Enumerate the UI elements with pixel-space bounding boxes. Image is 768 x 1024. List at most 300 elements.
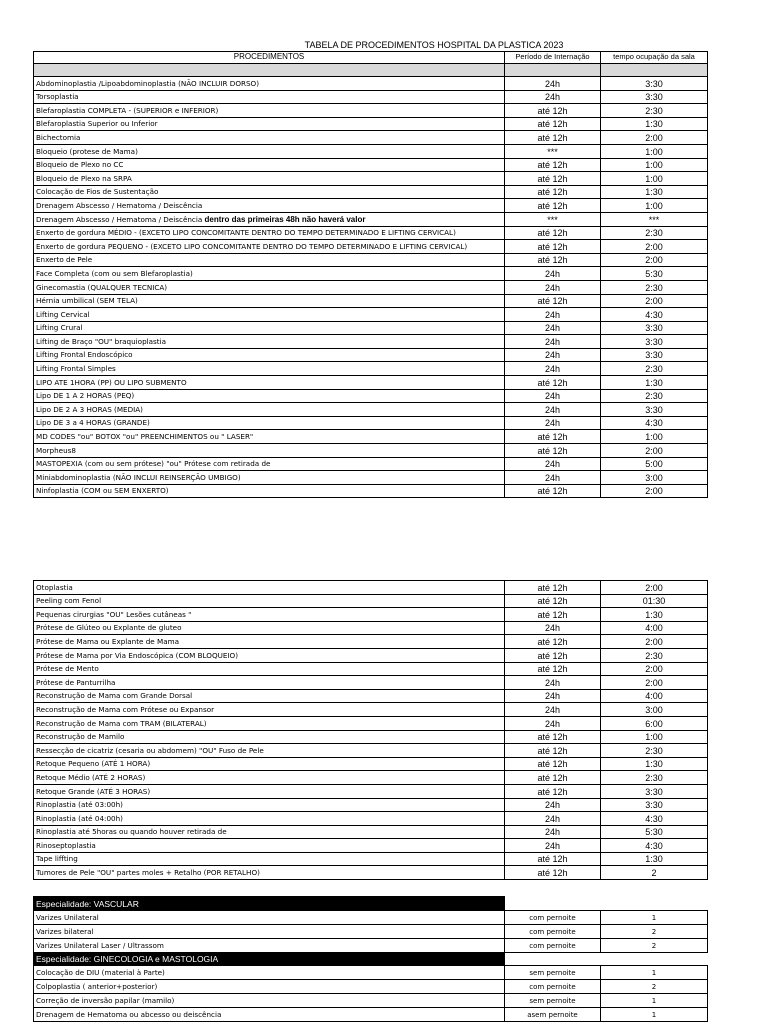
procedures-table-1: [33, 51, 708, 498]
procedure-name-text: Reconstrução de Mama com Prótese ou Expansor: [36, 704, 215, 714]
table-row: [34, 172, 708, 186]
table-row: [34, 158, 708, 172]
period-cell: 24h: [505, 77, 601, 91]
room-time-cell: 3:00: [601, 703, 708, 717]
period-cell: até 12h: [505, 185, 601, 199]
room-time-cell: 3:30: [601, 348, 708, 362]
room-time-cell: 1: [601, 910, 708, 924]
procedure-name: [34, 980, 505, 994]
procedure-name-text: Prótese de Mama por Via Endoscópica (COM BLOQUEIO): [36, 650, 238, 660]
period-cell: 24h: [505, 308, 601, 322]
procedure-name: [34, 335, 505, 349]
procedure-name: [34, 199, 505, 213]
procedure-name-text: Lifting de Braço "OU" braquioplastia: [36, 336, 166, 346]
period-cell: até 12h: [505, 635, 601, 649]
period-cell: até 12h: [505, 240, 601, 254]
procedure-name-text: Ginecomastia (QUALQUER TECNICA): [36, 282, 168, 292]
table-row: [34, 966, 708, 980]
procedure-name: [34, 294, 505, 308]
room-time-cell: 01:30: [601, 594, 708, 608]
room-time-cell: 5:30: [601, 825, 708, 839]
procedure-name: [34, 457, 505, 471]
room-time-cell: 2:00: [601, 581, 708, 595]
table-row: [34, 77, 708, 91]
room-time-cell: 1: [601, 966, 708, 980]
room-time-cell: 5:30: [601, 267, 708, 281]
procedure-name-text: MD CODES "ou" BOTOX "ou" PREENCHIMENTOS ou " LASER": [36, 432, 254, 442]
room-time-cell: 3:30: [601, 321, 708, 335]
procedure-name-text: Hérnia umbilical (SEM TELA): [36, 296, 138, 306]
room-time-cell: 2:30: [601, 362, 708, 376]
table-row: [34, 131, 708, 145]
procedure-name: [34, 784, 505, 798]
procedure-name-text: Reconstrução de Mama com Grande Dorsal: [36, 691, 193, 701]
procedure-name-text: Varizes bilateral: [36, 926, 94, 936]
period-cell: até 12h: [505, 484, 601, 498]
room-time-cell: 4:30: [601, 308, 708, 322]
table-row: [34, 471, 708, 485]
period-cell: até 12h: [505, 852, 601, 866]
procedure-name: [34, 924, 505, 938]
procedure-name: [34, 812, 505, 826]
procedure-name-text: Blefaroplastia COMPLETA - (SUPERIOR e INFERIOR): [36, 105, 219, 115]
procedure-name: [34, 1008, 505, 1022]
period-cell: 24h: [505, 798, 601, 812]
table-row: [34, 457, 708, 471]
procedure-name-text: Lifting Cervical: [36, 309, 90, 319]
period-cell: 24h: [505, 280, 601, 294]
period-cell: 24h: [505, 321, 601, 335]
room-time-cell: 5:00: [601, 457, 708, 471]
procedure-name-text: Peeling com Fenol: [36, 596, 102, 606]
period-cell: até 12h: [505, 444, 601, 458]
procedure-name-text: Prótese de Glúteo ou Explante de gluteo: [36, 623, 182, 633]
table-row: [34, 980, 708, 994]
specialty-header-row: [34, 952, 708, 966]
procedure-name-text: Face Completa (com ou sem Blefaroplastia): [36, 268, 193, 278]
room-time-cell: 3:30: [601, 335, 708, 349]
period-cell: 24h: [505, 621, 601, 635]
period-cell: até 12h: [505, 226, 601, 240]
room-time-cell: 2:30: [601, 280, 708, 294]
table-row: [34, 144, 708, 158]
room-time-cell: 1:00: [601, 199, 708, 213]
procedure-name: [34, 744, 505, 758]
specialties-table: [33, 896, 708, 1022]
period-cell: 24h: [505, 90, 601, 104]
room-time-cell: 2:30: [601, 226, 708, 240]
procedure-name: [34, 839, 505, 853]
table-row: [34, 362, 708, 376]
table-row: [34, 938, 708, 952]
period-cell: até 12h: [505, 131, 601, 145]
period-cell: ***: [505, 212, 601, 226]
table-row: [34, 866, 708, 880]
procedure-name-text: Bichectomia: [36, 132, 81, 142]
room-time-cell: 4:00: [601, 621, 708, 635]
procedure-name: [34, 471, 505, 485]
period-cell: até 12h: [505, 730, 601, 744]
procedure-name-text: Torsoplastia: [36, 92, 79, 102]
room-time-cell: 1:00: [601, 158, 708, 172]
table-row: [34, 321, 708, 335]
table-row: [34, 484, 708, 498]
procedure-name-text: Rinoplastia (até 04:00h): [36, 813, 123, 823]
room-time-cell: 3:30: [601, 798, 708, 812]
period-cell: até 12h: [505, 757, 601, 771]
period-cell: 24h: [505, 703, 601, 717]
room-time-cell: 4:00: [601, 689, 708, 703]
room-time-cell: 1:00: [601, 172, 708, 186]
procedure-name: [34, 676, 505, 690]
procedure-name: [34, 117, 505, 131]
table-row: [34, 226, 708, 240]
period-cell: até 12h: [505, 581, 601, 595]
room-time-cell: 2:00: [601, 676, 708, 690]
table-row: [34, 635, 708, 649]
period-cell: 24h: [505, 362, 601, 376]
period-cell: até 12h: [505, 199, 601, 213]
procedure-name: [34, 104, 505, 118]
table-row: [34, 648, 708, 662]
procedure-name: [34, 662, 505, 676]
page-title: TABELA DE PROCEDIMENTOS HOSPITAL DA PLASTICA 2023: [304, 40, 564, 50]
period-cell: até 12h: [505, 376, 601, 390]
table-row: [34, 253, 708, 267]
period-cell: até 12h: [505, 594, 601, 608]
procedure-name: [34, 376, 505, 390]
room-time-cell: 1:30: [601, 608, 708, 622]
procedure-name-text: Rinoplastia até 5horas ou quando houver retirada de: [36, 827, 227, 837]
header-procedures: PROCEDIMENTOS: [34, 52, 505, 64]
period-cell: com pernoite: [505, 980, 601, 994]
procedure-name: [34, 852, 505, 866]
procedure-name: [34, 938, 505, 952]
table-row: [34, 403, 708, 417]
period-cell: com pernoite: [505, 924, 601, 938]
procedure-name-text: LIPO ATE 1HORA (PP) OU LIPO SUBMENTO: [36, 377, 187, 387]
procedure-name-text: Varizes Unilateral Laser / Ultrassom: [36, 940, 164, 950]
table-row: [34, 348, 708, 362]
room-time-cell: 1:00: [601, 144, 708, 158]
period-cell: 24h: [505, 716, 601, 730]
room-time-cell: 2:00: [601, 444, 708, 458]
period-cell: até 12h: [505, 253, 601, 267]
procedure-name-text: Drenagem Abscesso / Hematoma / Deiscência: [36, 214, 203, 224]
procedure-name-text: Prótese de Mama ou Explante de Mama: [36, 636, 180, 646]
procedure-name: [34, 994, 505, 1008]
period-cell: até 12h: [505, 430, 601, 444]
table-row: [34, 444, 708, 458]
procedure-name: [34, 621, 505, 635]
table-row: [34, 771, 708, 785]
table-row: [34, 608, 708, 622]
procedure-name: [34, 689, 505, 703]
procedure-name-text: Enxerto de Pele: [36, 255, 93, 265]
procedure-name: [34, 240, 505, 254]
procedure-name: [34, 403, 505, 417]
header-period: Período de Internação: [505, 52, 601, 64]
period-cell: até 12h: [505, 784, 601, 798]
room-time-cell: 1:00: [601, 730, 708, 744]
room-time-cell: 2:30: [601, 389, 708, 403]
table-row: [34, 376, 708, 390]
procedure-name: [34, 77, 505, 91]
room-time-cell: 1:30: [601, 757, 708, 771]
room-time-cell: 1:00: [601, 430, 708, 444]
period-cell: até 12h: [505, 608, 601, 622]
table-row: [34, 703, 708, 717]
room-time-cell: 1: [601, 1008, 708, 1022]
procedure-name: [34, 716, 505, 730]
period-cell: até 12h: [505, 172, 601, 186]
procedure-name-text: Colocação de DIU (material à Parte): [36, 968, 165, 978]
table-row: [34, 662, 708, 676]
period-cell: asem pernoite: [505, 1008, 601, 1022]
table-row: [34, 1008, 708, 1022]
table-row: [34, 757, 708, 771]
room-time-cell: 1: [601, 994, 708, 1008]
period-cell: até 12h: [505, 294, 601, 308]
procedure-name-text: Enxerto de gordura MÉDIO - (EXCETO LIPO CONCOMITANTE DENTRO DO TEMPO DETERMINADO E LIFTING CERVICAL): [36, 228, 456, 238]
procedure-name: [34, 131, 505, 145]
period-cell: até 12h: [505, 866, 601, 880]
table-row: [34, 240, 708, 254]
procedure-name: [34, 910, 505, 924]
procedure-name: [34, 362, 505, 376]
procedure-name: [34, 444, 505, 458]
table-row: [34, 280, 708, 294]
table-row: [34, 798, 708, 812]
procedure-name-text: Colpoplastia ( anterior+posterior): [36, 982, 158, 992]
procedure-name-text: Lipo DE 2 A 3 HORAS (MEDIA): [36, 404, 143, 414]
table-row: [34, 716, 708, 730]
table-row: [34, 621, 708, 635]
room-time-cell: 2: [601, 980, 708, 994]
procedure-name: [34, 158, 505, 172]
table-header-row: [34, 52, 708, 64]
specialty-label: Especialidade: VASCULAR: [34, 897, 505, 911]
procedure-name-text: Abdominoplastia /Lipoabdominoplastia (NÃO INCLUIR DORSO): [36, 78, 260, 88]
procedure-name: [34, 172, 505, 186]
table-row: [34, 430, 708, 444]
procedure-name: [34, 185, 505, 199]
procedure-name: [34, 226, 505, 240]
room-time-cell: 3:30: [601, 403, 708, 417]
period-cell: até 12h: [505, 662, 601, 676]
procedure-name: [34, 966, 505, 980]
header-spacer-row: [34, 64, 708, 77]
procedure-name-text: Prótese de Mento: [36, 664, 99, 674]
room-time-cell: 2:00: [601, 294, 708, 308]
procedure-name: [34, 594, 505, 608]
table-row: [34, 416, 708, 430]
procedure-name-text: Ressecção de cicatriz (cesaria ou abdomem) "OU" Fuso de Pele: [36, 745, 264, 755]
table-row: [34, 389, 708, 403]
table-row: [34, 294, 708, 308]
procedure-name: [34, 484, 505, 498]
room-time-cell: 1:30: [601, 117, 708, 131]
table-row: [34, 581, 708, 595]
procedure-name: [34, 608, 505, 622]
table-row: [34, 212, 708, 226]
specialty-header-row: [34, 897, 708, 911]
procedure-name: [34, 703, 505, 717]
procedure-name: [34, 212, 505, 226]
period-cell: até 12h: [505, 771, 601, 785]
procedure-name: [34, 825, 505, 839]
room-time-cell: 4:30: [601, 416, 708, 430]
procedure-name: [34, 389, 505, 403]
procedure-name-text: Tumores de Pele "OU" partes moles + Retalho (POR RETALHO): [36, 868, 260, 878]
procedure-name: [34, 648, 505, 662]
period-cell: 24h: [505, 389, 601, 403]
table-row: [34, 852, 708, 866]
procedure-name-text: Bloqueio de Plexo na SRPA: [36, 173, 132, 183]
specialty-blank: [601, 952, 708, 966]
procedure-name-text: MASTOPEXIA (com ou sem prótese) "ou" Prótese com retirada de: [36, 459, 271, 469]
procedure-name-text: Pequenas cirurgias "OU" Lesões cutâneas ": [36, 609, 192, 619]
period-cell: 24h: [505, 416, 601, 430]
table-row: [34, 676, 708, 690]
procedure-name-text: Otoplastia: [36, 582, 73, 592]
procedure-name-text: Colocação de Fios de Sustentação: [36, 187, 159, 197]
table-row: [34, 594, 708, 608]
table-row: [34, 267, 708, 281]
procedure-name-text: Enxerto de gordura PEQUENO - (EXCETO LIPO CONCOMITANTE DENTRO DO TEMPO DETERMINADO E LIFTING CERVICAL): [36, 241, 468, 251]
period-cell: 24h: [505, 267, 601, 281]
procedure-name: [34, 253, 505, 267]
procedure-name: [34, 348, 505, 362]
procedure-name-text: Bloqueio de Plexo no CC: [36, 160, 124, 170]
table-row: [34, 689, 708, 703]
table-row: [34, 335, 708, 349]
table-row: [34, 730, 708, 744]
procedure-name-text: Lifting Frontal Endoscópico: [36, 350, 133, 360]
room-time-cell: 2:00: [601, 662, 708, 676]
period-cell: 24h: [505, 335, 601, 349]
table-row: [34, 839, 708, 853]
room-time-cell: 2:30: [601, 744, 708, 758]
procedure-name-text: Morpheus8: [36, 445, 76, 455]
room-time-cell: 2:00: [601, 635, 708, 649]
procedure-note: dentro das primeiras 48h não haverá valor: [202, 214, 366, 224]
table-row: [34, 784, 708, 798]
procedure-name: [34, 635, 505, 649]
procedure-name-text: Lipo DE 3 a 4 HORAS (GRANDE): [36, 418, 150, 428]
room-time-cell: ***: [601, 212, 708, 226]
specialty-blank: [601, 897, 708, 911]
procedures-table-2: [33, 580, 708, 880]
room-time-cell: 1:30: [601, 376, 708, 390]
room-time-cell: 1:30: [601, 852, 708, 866]
procedure-name-text: Reconstrução de Mamilo: [36, 732, 125, 742]
period-cell: com pernoite: [505, 938, 601, 952]
table-row: [34, 104, 708, 118]
period-cell: 24h: [505, 457, 601, 471]
procedure-name: [34, 581, 505, 595]
procedure-name: [34, 321, 505, 335]
room-time-cell: 3:00: [601, 471, 708, 485]
procedure-name-text: Prótese de Panturrilha: [36, 677, 116, 687]
procedure-name-text: Bloqueio (protese de Mama): [36, 146, 138, 156]
procedure-name-text: Retoque Grande (ATÉ 3 HORAS): [36, 786, 151, 796]
procedure-name: [34, 90, 505, 104]
table-row: [34, 199, 708, 213]
room-time-cell: 3:30: [601, 90, 708, 104]
period-cell: 24h: [505, 676, 601, 690]
procedure-name: [34, 757, 505, 771]
procedure-name-text: Reconstrução de Mama com TRAM (BILATERAL): [36, 718, 207, 728]
room-time-cell: 1:30: [601, 185, 708, 199]
procedure-name: [34, 430, 505, 444]
procedure-name-text: Lifting Crural: [36, 323, 83, 333]
procedure-name-text: Retoque Médio (ATÉ 2 HORAS): [36, 772, 146, 782]
specialty-blank: [505, 897, 601, 911]
room-time-cell: 2:00: [601, 484, 708, 498]
procedure-name-text: Lifting Frontal Simples: [36, 364, 116, 374]
period-cell: até 12h: [505, 648, 601, 662]
room-time-cell: 6:00: [601, 716, 708, 730]
period-cell: ***: [505, 144, 601, 158]
room-time-cell: 3:30: [601, 784, 708, 798]
room-time-cell: 4:30: [601, 839, 708, 853]
procedure-name: [34, 144, 505, 158]
procedure-name-text: Rinoseptoplastia: [36, 840, 96, 850]
procedure-name-text: Drenagem de Hematoma ou abcesso ou deiscência: [36, 1010, 222, 1020]
table-row: [34, 117, 708, 131]
procedure-name-text: Miniabdominoplastia (NÃO INCLUI REINSERÇÃO UMBIGO): [36, 472, 241, 482]
room-time-cell: 2:00: [601, 253, 708, 267]
room-time-cell: 2:30: [601, 771, 708, 785]
room-time-cell: 3:30: [601, 77, 708, 91]
table-row: [34, 924, 708, 938]
room-time-cell: 2: [601, 924, 708, 938]
period-cell: 24h: [505, 471, 601, 485]
period-cell: sem pernoite: [505, 966, 601, 980]
procedure-name: [34, 866, 505, 880]
procedure-name-text: Blefaroplastia Superior ou Inferior: [36, 119, 158, 129]
period-cell: até 12h: [505, 104, 601, 118]
table-row: [34, 812, 708, 826]
specialty-label: Especialidade: GINECOLOGIA e MASTOLOGIA: [34, 952, 505, 966]
procedure-name-text: Ninfoplastia (COM ou SEM ENXERTO): [36, 486, 169, 496]
table-row: [34, 994, 708, 1008]
table-row: [34, 185, 708, 199]
specialty-blank: [505, 952, 601, 966]
procedure-name: [34, 308, 505, 322]
period-cell: 24h: [505, 825, 601, 839]
period-cell: sem pernoite: [505, 994, 601, 1008]
period-cell: 24h: [505, 348, 601, 362]
room-time-cell: 4:30: [601, 812, 708, 826]
procedure-name: [34, 280, 505, 294]
room-time-cell: 2:30: [601, 648, 708, 662]
procedure-name: [34, 730, 505, 744]
room-time-cell: 2:30: [601, 104, 708, 118]
table-row: [34, 90, 708, 104]
room-time-cell: 2:00: [601, 240, 708, 254]
period-cell: com pernoite: [505, 910, 601, 924]
table-row: [34, 910, 708, 924]
procedure-name-text: Lipo DE 1 A 2 HORAS (PEQ): [36, 391, 135, 401]
table-row: [34, 308, 708, 322]
procedure-name-text: Tape liffting: [36, 854, 78, 864]
procedure-name: [34, 267, 505, 281]
period-cell: até 12h: [505, 117, 601, 131]
period-cell: 24h: [505, 812, 601, 826]
procedure-name: [34, 771, 505, 785]
